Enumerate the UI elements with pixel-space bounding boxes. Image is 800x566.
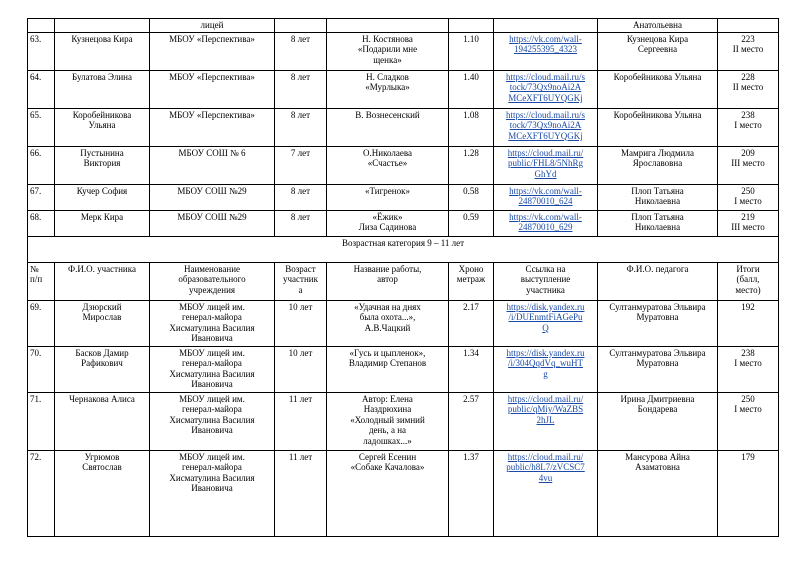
table-row (28, 19, 779, 33)
cell-work: О.Николаева «Счастье» (327, 146, 449, 184)
video-link[interactable]: https://cloud.mail.ru/ public/qMiy/WaZBS 2hJL (507, 393, 584, 425)
cell-num: 70. (28, 346, 55, 392)
cell-institution: МБОУ лицей им. генерал-майора Хисматулина Василия Ивановича (150, 300, 275, 346)
cell-age: 8 лет (275, 32, 327, 70)
cell-teacher: Мансурова Айна Азаматовна (598, 450, 718, 536)
cell-age: 11 лет (275, 450, 327, 536)
cell-num: 67. (28, 184, 55, 210)
video-link[interactable]: https://vk.com/wall- 24870010_629 (509, 211, 582, 232)
cell-teacher: Мамрига Людмила Ярославовна (598, 146, 718, 184)
table-row (28, 210, 779, 236)
cell-result: 250 I место (718, 184, 779, 210)
cell-result: 223 II место (718, 32, 779, 70)
cell-result: 238 I место (718, 346, 779, 392)
cell-institution: МБОУ лицей им. генерал-майора Хисматулина Василия Ивановича (150, 346, 275, 392)
cell-result: 219 III место (718, 210, 779, 236)
cell-institution: МБОУ лицей им. генерал-майора Хисматулина Василия Ивановича (150, 450, 275, 536)
cell-work: Н. Сладков «Мурлыка» (327, 70, 449, 108)
cell-institution: МБОУ СОШ №29 (150, 210, 275, 236)
cell-link (494, 70, 598, 108)
results-table (27, 18, 779, 537)
cell-link (494, 184, 598, 210)
cell-work: Сергей Есенин «Собаке Качалова» (327, 450, 449, 536)
video-link[interactable]: https://disk.yandex.ru /i/DUEnmtFiAGePu Q (506, 301, 585, 333)
cell-timing: Хроно метраж (449, 262, 494, 300)
cell-teacher: Коробейникова Ульяна (598, 108, 718, 146)
cell-institution: МБОУ СОШ № 6 (150, 146, 275, 184)
cell-link (494, 300, 598, 346)
cell-timing: 0.59 (449, 210, 494, 236)
cell-teacher: Кузнецова Кира Сергеевна (598, 32, 718, 70)
cell-result: Итоги (балл, место) (718, 262, 779, 300)
cell-result: 179 (718, 450, 779, 536)
cell-teacher: Коробейникова Ульяна (598, 70, 718, 108)
cell-timing: 0.58 (449, 184, 494, 210)
cell-timing: 1.28 (449, 146, 494, 184)
cell-num: 69. (28, 300, 55, 346)
video-link[interactable]: https://disk.yandex.ru /i/304QqdVq_wuHT g (506, 347, 585, 379)
cell-num: 65. (28, 108, 55, 146)
cell-institution: МБОУ «Перспектива» (150, 70, 275, 108)
table-row (28, 70, 779, 108)
cell-institution: МБОУ «Перспектива» (150, 32, 275, 70)
cell-link (494, 32, 598, 70)
video-link[interactable]: https://vk.com/wall- 24870010_624 (509, 185, 582, 206)
results-document (27, 18, 778, 537)
table-row (28, 32, 779, 70)
cell-name: Пустынина Виктория (55, 146, 150, 184)
cell-institution: МБОУ «Перспектива» (150, 108, 275, 146)
cell-institution: Наименование образовательного учреждения (150, 262, 275, 300)
table-row (28, 346, 779, 392)
cell-age: 8 лет (275, 108, 327, 146)
category-title: Возрастная категория 9 – 11 лет (28, 236, 779, 262)
cell-timing: 1.40 (449, 70, 494, 108)
cell-num: 71. (28, 392, 55, 450)
cell-institution: МБОУ СОШ №29 (150, 184, 275, 210)
cell-teacher: Плоп Татьяна Николаевна (598, 184, 718, 210)
video-link[interactable]: https://vk.com/wall- 194255395_4323 (509, 33, 582, 54)
category-row (28, 236, 779, 262)
cell-name: Дзюрский Мирослав (55, 300, 150, 346)
cell-age: 8 лет (275, 210, 327, 236)
cell-timing: 1.10 (449, 32, 494, 70)
cell-name: Коробейникова Ульяна (55, 108, 150, 146)
cell-result: 192 (718, 300, 779, 346)
table-row (28, 184, 779, 210)
cell-num: 64. (28, 70, 55, 108)
cell-name (55, 19, 150, 33)
video-link[interactable]: https://cloud.mail.ru/s tock/73Qx9noAi2A MCeXFT6UYQGKj (506, 109, 585, 141)
table-row (28, 300, 779, 346)
cell-name: Булатова Элина (55, 70, 150, 108)
cell-link (494, 392, 598, 450)
video-link[interactable]: https://cloud.mail.ru/ public/h8L7/zVCSC7 4vu (506, 451, 585, 483)
cell-name: Кучер София (55, 184, 150, 210)
cell-work: «Тигренок» (327, 184, 449, 210)
cell-num: 63. (28, 32, 55, 70)
cell-link (494, 450, 598, 536)
cell-link (494, 19, 598, 33)
cell-teacher: Султанмуратова Эльвира Муратовна (598, 346, 718, 392)
cell-link (494, 146, 598, 184)
cell-timing: 2.57 (449, 392, 494, 450)
cell-age: 8 лет (275, 70, 327, 108)
cell-age: 10 лет (275, 346, 327, 392)
cell-institution: лицей (150, 19, 275, 33)
table-row (28, 146, 779, 184)
cell-timing: 1.34 (449, 346, 494, 392)
cell-work: Автор: Елена Наздрюхина «Холодный зимний день, а на ладошках...» (327, 392, 449, 450)
cell-name: Мерк Кира (55, 210, 150, 236)
cell-age: 7 лет (275, 146, 327, 184)
cell-timing: 2.17 (449, 300, 494, 346)
cell-work: «Гусь и цыпленок», Владимир Степанов (327, 346, 449, 392)
cell-timing (449, 19, 494, 33)
cell-timing: 1.08 (449, 108, 494, 146)
cell-link: Ссылка на выступление участника (494, 262, 598, 300)
cell-result: 209 III место (718, 146, 779, 184)
cell-name: Басков Дамир Рафикович (55, 346, 150, 392)
cell-num: № п/п (28, 262, 55, 300)
cell-result: 238 I место (718, 108, 779, 146)
header-row (28, 262, 779, 300)
cell-num (28, 19, 55, 33)
cell-name: Кузнецова Кира (55, 32, 150, 70)
cell-teacher: Ирина Дмитриевна Бондарева (598, 392, 718, 450)
cell-age: 10 лет (275, 300, 327, 346)
cell-teacher: Султанмуратова Эльвира Муратовна (598, 300, 718, 346)
cell-teacher: Ф.И.О. педагога (598, 262, 718, 300)
video-link[interactable]: https://cloud.mail.ru/s tock/73Qx9noAi2A MCeXFT6UYQGKj (506, 71, 585, 103)
cell-link (494, 346, 598, 392)
table-row (28, 392, 779, 450)
cell-name: Чернакова Алиса (55, 392, 150, 450)
video-link[interactable]: https://cloud.mail.ru/ public/FHL8/5NhRg GhYd (507, 147, 584, 179)
cell-institution: МБОУ лицей им. генерал-майора Хисматулина Василия Ивановича (150, 392, 275, 450)
table-row (28, 450, 779, 536)
cell-age: 11 лет (275, 392, 327, 450)
cell-name: Угрюмов Святослав (55, 450, 150, 536)
cell-timing: 1.37 (449, 450, 494, 536)
cell-link (494, 210, 598, 236)
cell-age: 8 лет (275, 184, 327, 210)
cell-result: 250 I место (718, 392, 779, 450)
cell-num: 68. (28, 210, 55, 236)
cell-name: Ф.И.О. участника (55, 262, 150, 300)
cell-work: В. Вознесенский (327, 108, 449, 146)
cell-link (494, 108, 598, 146)
cell-result: 228 II место (718, 70, 779, 108)
cell-work: Н. Костянова «Подарили мне щенка» (327, 32, 449, 70)
table-row (28, 108, 779, 146)
cell-teacher: Плоп Татьяна Николаевна (598, 210, 718, 236)
cell-work: «Ёжик» Лиза Садинова (327, 210, 449, 236)
cell-teacher: Анатольевна (598, 19, 718, 33)
cell-age: Возраст участник а (275, 262, 327, 300)
cell-work: «Удачная на днях была охота...», А.В.Чацкий (327, 300, 449, 346)
cell-num: 72. (28, 450, 55, 536)
cell-work (327, 19, 449, 33)
cell-result (718, 19, 779, 33)
cell-age (275, 19, 327, 33)
cell-num: 66. (28, 146, 55, 184)
cell-work: Название работы, автор (327, 262, 449, 300)
